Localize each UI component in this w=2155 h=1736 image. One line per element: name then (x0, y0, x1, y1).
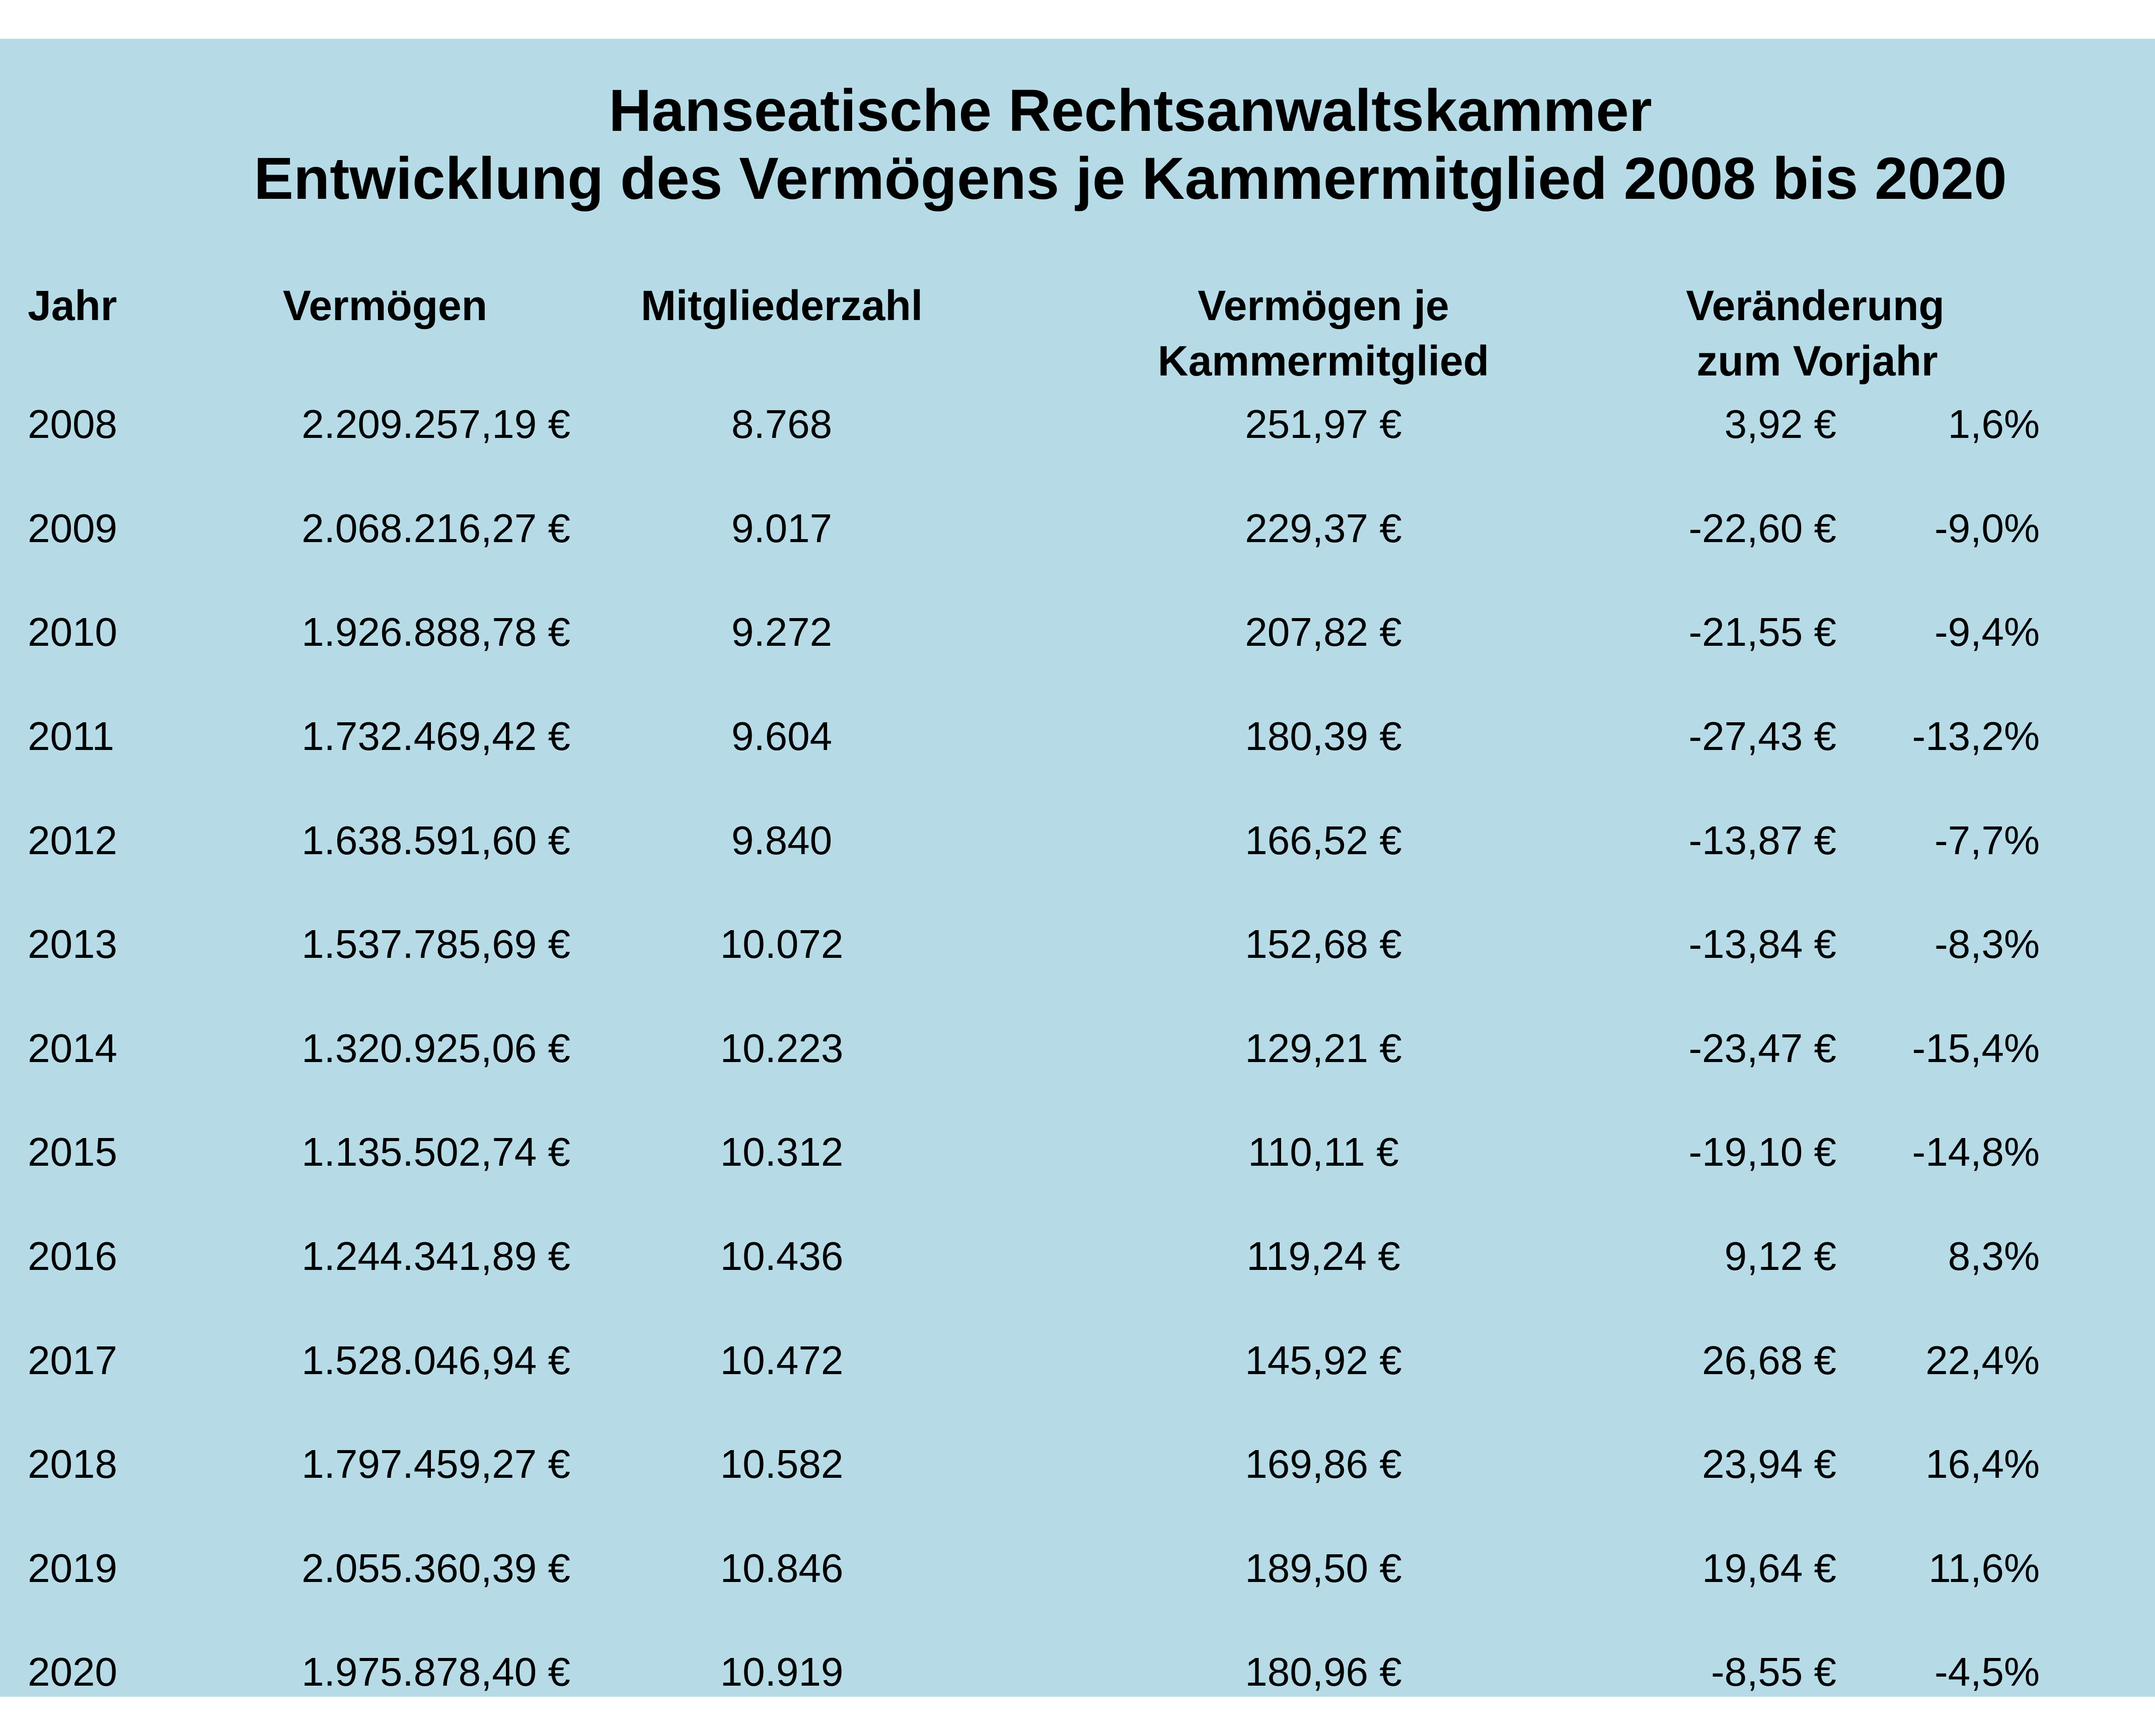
cell-vermoegen: 1.732.469,42 € (302, 714, 570, 759)
table-row (0, 788, 2155, 892)
cell-vermoegen-je-mitglied: 207,82 € (1245, 610, 1402, 655)
cell-vermoegen-je-mitglied: 152,68 € (1245, 922, 1402, 967)
column-header-veraenderung-line2: zum Vorjahr (1696, 337, 1938, 385)
page-title-line1: Hanseatische Rechtsanwaltskammer (609, 78, 1652, 144)
cell-veraenderung-pct: -9,0% (1935, 505, 2040, 551)
cell-mitgliederzahl: 9.017 (731, 505, 833, 551)
cell-veraenderung-eur: -13,84 € (1688, 922, 1836, 967)
cell-jahr: 2019 (28, 1545, 117, 1591)
cell-jahr: 2008 (28, 402, 117, 447)
cell-jahr: 2018 (28, 1442, 117, 1487)
cell-mitgliederzahl: 10.919 (720, 1649, 844, 1695)
cell-veraenderung-eur: -27,43 € (1688, 714, 1836, 759)
cell-veraenderung-pct: 1,6% (1948, 402, 2040, 447)
cell-mitgliederzahl: 10.472 (720, 1337, 844, 1383)
table-row (0, 372, 2155, 477)
cell-veraenderung-eur: 3,92 € (1724, 402, 1836, 447)
column-header-vermoegen-je-line2: Kammermitglied (1157, 337, 1490, 385)
cell-mitgliederzahl: 10.223 (720, 1025, 844, 1071)
cell-veraenderung-eur: 9,12 € (1724, 1234, 1836, 1279)
cell-vermoegen: 1.528.046,94 € (302, 1337, 570, 1383)
page-title-line2: Entwicklung des Vermögens je Kammermitglied 2008 bis 2020 (254, 145, 2007, 212)
cell-jahr: 2009 (28, 505, 117, 551)
cell-jahr: 2017 (28, 1337, 117, 1383)
cell-veraenderung-pct: -14,8% (1912, 1129, 2040, 1175)
cell-jahr: 2013 (28, 922, 117, 967)
cell-veraenderung-eur: 26,68 € (1702, 1337, 1836, 1383)
cell-veraenderung-pct: -4,5% (1935, 1649, 2040, 1695)
cell-vermoegen-je-mitglied: 110,11 € (1248, 1129, 1399, 1175)
cell-veraenderung-eur: -19,10 € (1688, 1129, 1836, 1175)
cell-mitgliederzahl: 8.768 (731, 402, 833, 447)
table-row (0, 1517, 2155, 1621)
table-row (0, 1100, 2155, 1204)
cell-vermoegen-je-mitglied: 169,86 € (1245, 1442, 1402, 1487)
cell-veraenderung-eur: 19,64 € (1702, 1545, 1836, 1591)
cell-veraenderung-eur: -8,55 € (1711, 1649, 1836, 1695)
cell-veraenderung-eur: 23,94 € (1702, 1442, 1836, 1487)
table-row (0, 580, 2155, 685)
cell-jahr: 2015 (28, 1129, 117, 1175)
table-row (0, 1204, 2155, 1309)
cell-veraenderung-eur: -21,55 € (1688, 610, 1836, 655)
cell-vermoegen: 2.068.216,27 € (302, 505, 570, 551)
cell-vermoegen: 1.537.785,69 € (302, 922, 570, 967)
cell-vermoegen-je-mitglied: 119,24 € (1246, 1234, 1400, 1279)
cell-vermoegen-je-mitglied: 166,52 € (1245, 817, 1402, 863)
cell-mitgliederzahl: 9.604 (731, 714, 833, 759)
cell-veraenderung-pct: 16,4% (1925, 1442, 2040, 1487)
table-body (0, 372, 2155, 1724)
cell-vermoegen: 1.797.459,27 € (302, 1442, 570, 1487)
cell-mitgliederzahl: 10.072 (720, 922, 844, 967)
table-row (0, 997, 2155, 1101)
column-header-jahr: Jahr (28, 282, 117, 329)
cell-veraenderung-eur: -23,47 € (1688, 1025, 1836, 1071)
cell-mitgliederzahl: 10.582 (720, 1442, 844, 1487)
table-row (0, 477, 2155, 581)
cell-vermoegen-je-mitglied: 189,50 € (1245, 1545, 1402, 1591)
cell-mitgliederzahl: 9.272 (731, 610, 833, 655)
table-row (0, 1620, 2155, 1724)
table-row (0, 1308, 2155, 1412)
cell-vermoegen-je-mitglied: 145,92 € (1245, 1337, 1402, 1383)
table-row (0, 892, 2155, 997)
cell-veraenderung-pct: -15,4% (1912, 1025, 2040, 1071)
cell-vermoegen-je-mitglied: 129,21 € (1245, 1025, 1402, 1071)
cell-vermoegen-je-mitglied: 229,37 € (1245, 505, 1402, 551)
cell-jahr: 2011 (28, 714, 115, 759)
cell-veraenderung-pct: -9,4% (1935, 610, 2040, 655)
cell-vermoegen: 1.135.502,74 € (302, 1129, 570, 1175)
cell-vermoegen: 1.975.878,40 € (302, 1649, 570, 1695)
cell-vermoegen-je-mitglied: 180,39 € (1245, 714, 1402, 759)
column-header-veraenderung-line1: Veränderung (1686, 282, 1945, 329)
cell-jahr: 2014 (28, 1025, 117, 1071)
cell-vermoegen: 1.638.591,60 € (302, 817, 570, 863)
table-row (0, 685, 2155, 789)
cell-mitgliederzahl: 9.840 (731, 817, 833, 863)
cell-mitgliederzahl: 10.846 (720, 1545, 844, 1591)
cell-jahr: 2020 (28, 1649, 117, 1695)
cell-jahr: 2016 (28, 1234, 117, 1279)
cell-vermoegen-je-mitglied: 180,96 € (1245, 1649, 1402, 1695)
cell-vermoegen: 1.926.888,78 € (302, 610, 570, 655)
table-row (0, 1412, 2155, 1517)
cell-veraenderung-pct: -7,7% (1935, 817, 2040, 863)
cell-jahr: 2010 (28, 610, 117, 655)
column-header-vermoegen-je-line1: Vermögen je (1198, 282, 1449, 329)
cell-vermoegen: 2.055.360,39 € (302, 1545, 570, 1591)
cell-mitgliederzahl: 10.312 (720, 1129, 844, 1175)
cell-mitgliederzahl: 10.436 (720, 1234, 844, 1279)
cell-vermoegen: 1.244.341,89 € (302, 1234, 570, 1279)
cell-veraenderung-pct: 11,6% (1928, 1545, 2040, 1591)
cell-veraenderung-eur: -22,60 € (1688, 505, 1836, 551)
cell-veraenderung-eur: -13,87 € (1688, 817, 1836, 863)
cell-vermoegen-je-mitglied: 251,97 € (1245, 402, 1402, 447)
cell-veraenderung-pct: -8,3% (1935, 922, 2040, 967)
cell-vermoegen: 1.320.925,06 € (302, 1025, 570, 1071)
cell-veraenderung-pct: 22,4% (1925, 1337, 2040, 1383)
cell-veraenderung-pct: -13,2% (1912, 714, 2040, 759)
column-header-mitgliederzahl: Mitgliederzahl (640, 282, 923, 329)
cell-veraenderung-pct: 8,3% (1948, 1234, 2040, 1279)
cell-vermoegen: 2.209.257,19 € (302, 402, 570, 447)
cell-jahr: 2012 (28, 817, 117, 863)
column-header-vermoegen: Vermögen (282, 282, 488, 329)
